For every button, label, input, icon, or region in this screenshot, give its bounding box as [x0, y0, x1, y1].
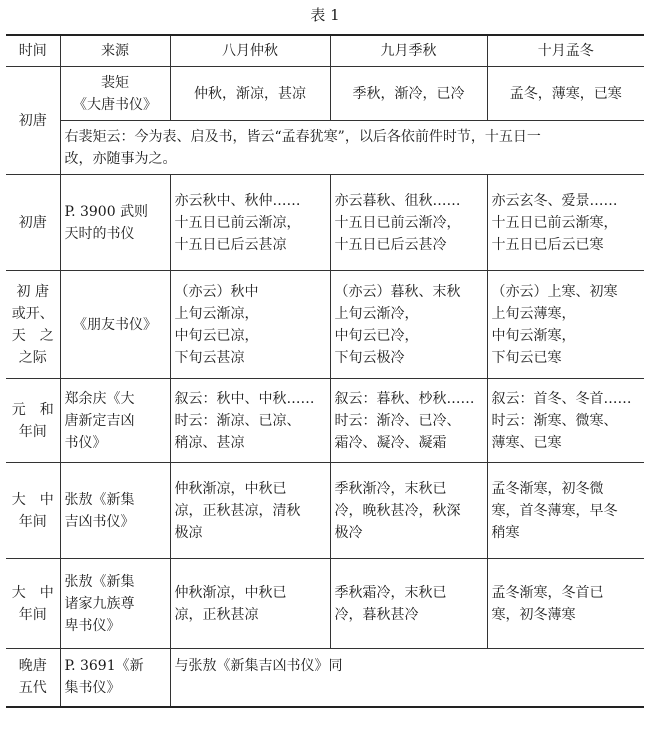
time-line: 五代: [18, 680, 47, 697]
oct-cell: [487, 379, 644, 463]
merged-cell: 与张敖《新集吉凶书仪》同: [170, 649, 644, 707]
cell-line: 下旬云极冷: [334, 349, 405, 366]
time-line: 或开、: [11, 305, 54, 322]
sep-cell: [330, 559, 487, 649]
source-line: 郑余庆《大: [64, 390, 135, 407]
source-cell: [60, 649, 170, 707]
aug-cell: [170, 559, 330, 649]
cell-line: 中旬云已凉，: [174, 327, 259, 344]
header-oct: 十月孟冬: [487, 35, 644, 67]
source-line: 卑书仪》: [64, 617, 121, 634]
cell-line: 上旬云渐冷，: [334, 305, 419, 322]
cell-line: 时云：渐冷、已冷、: [334, 412, 461, 429]
cell-line: 十五日已后云已寒: [491, 236, 604, 253]
aug-cell: [170, 463, 330, 559]
data-table: [6, 34, 644, 708]
cell-line: 亦云暮秋、徂秋……: [334, 192, 461, 209]
source-cell: [60, 379, 170, 463]
header-row: [6, 35, 644, 67]
source-line: 书仪》: [64, 434, 107, 451]
sep-cell: 季秋，渐冷，已冷: [330, 67, 487, 121]
cell-line: 中旬云渐寒，: [491, 327, 576, 344]
header-sep: 九月季秋: [330, 35, 487, 67]
table-row: [6, 271, 644, 379]
time-cell: [6, 379, 60, 463]
cell-line: （亦云）暮秋、末秋: [334, 283, 461, 300]
source-cell: [60, 175, 170, 271]
cell-line: 孟冬渐寒，冬首已: [491, 584, 604, 601]
cell-line: 凉，正秋甚凉: [174, 606, 259, 623]
source-line: 天时的书仪: [64, 225, 135, 242]
time-line: 晚唐: [18, 658, 47, 675]
sep-cell: [330, 379, 487, 463]
time-line: 天 之: [11, 327, 54, 344]
source-line: P. 3691《新: [64, 658, 144, 675]
cell-line: 寒，初冬薄寒: [491, 606, 576, 623]
cell-line: 中旬云已冷，: [334, 327, 419, 344]
source-cell: [60, 463, 170, 559]
time-line: 初 唐: [16, 283, 49, 300]
table-row: [6, 67, 644, 121]
source-cell: 《朋友书仪》: [60, 271, 170, 379]
table-caption: 表 1: [310, 6, 340, 24]
cell-line: 十五日已前云渐冷，: [334, 214, 461, 231]
header-aug: 八月仲秋: [170, 35, 330, 67]
cell-line: 十五日已前云渐寒，: [491, 214, 618, 231]
cell-line: 上旬云渐凉，: [174, 305, 259, 322]
source-line: 唐新定吉凶: [64, 412, 135, 429]
cell-line: 十五日已后云甚凉: [174, 236, 287, 253]
note-line: 改，亦随事为之。: [64, 150, 177, 167]
cell-line: （亦云）上寒、初寒: [491, 283, 618, 300]
aug-cell: 仲秋，渐凉，甚凉: [170, 67, 330, 121]
source-cell: [60, 559, 170, 649]
sep-cell: [330, 175, 487, 271]
aug-cell: [170, 379, 330, 463]
time-line: 年间: [18, 606, 47, 623]
time-cell: [6, 463, 60, 559]
source-line: 裴矩: [101, 74, 129, 91]
oct-cell: [487, 559, 644, 649]
cell-line: 仲秋渐凉，中秋已: [174, 584, 287, 601]
time-cell: 初唐: [6, 67, 60, 175]
cell-line: 上旬云薄寒，: [491, 305, 576, 322]
table-row: [6, 649, 644, 707]
aug-cell: [170, 175, 330, 271]
cell-line: 叙云：暮秋、杪秋……: [334, 390, 475, 407]
source-line: 张敖《新集: [64, 491, 135, 508]
time-cell: [6, 649, 60, 707]
table-row: [6, 559, 644, 649]
time-line: 大 中: [11, 491, 54, 508]
cell-line: （亦云）秋中: [174, 283, 259, 300]
cell-line: 亦云玄冬、爱景……: [491, 192, 618, 209]
time-line: 元 和: [11, 401, 54, 418]
cell-line: 冷，暮秋甚冷: [334, 606, 419, 623]
cell-line: 时云：渐凉、已凉、: [174, 412, 301, 429]
oct-cell: 孟冬，薄寒，已寒: [487, 67, 644, 121]
cell-line: 亦云秋中、秋仲……: [174, 192, 301, 209]
cell-line: 季秋霜冷，末秋已: [334, 584, 447, 601]
sep-cell: [330, 463, 487, 559]
cell-line: 叙云：首冬、冬首……: [491, 390, 632, 407]
time-cell: 初唐: [6, 175, 60, 271]
aug-cell: [170, 271, 330, 379]
oct-cell: [487, 463, 644, 559]
cell-line: 十五日已后云甚冷: [334, 236, 447, 253]
source-line: 诸家九族尊: [64, 595, 135, 612]
table-row-note: [6, 121, 644, 175]
cell-line: 孟冬渐寒，初冬微: [491, 480, 604, 497]
cell-line: 凉，正秋甚凉，清秋: [174, 502, 301, 519]
cell-line: 霜冷、凝冷、凝霜: [334, 434, 447, 451]
note-cell: [60, 121, 644, 175]
cell-line: 极冷: [334, 524, 363, 541]
header-source: 来源: [60, 35, 170, 67]
cell-line: 下旬云甚凉: [174, 349, 245, 366]
time-line: 年间: [18, 423, 47, 440]
cell-line: 时云：渐寒、微寒、: [491, 412, 618, 429]
cell-line: 叙云：秋中、中秋……: [174, 390, 315, 407]
table-row: [6, 463, 644, 559]
time-cell: [6, 559, 60, 649]
header-time: 时间: [6, 35, 60, 67]
cell-line: 季秋渐冷，末秋已: [334, 480, 447, 497]
oct-cell: [487, 271, 644, 379]
cell-line: 寒，首冬薄寒，早冬: [491, 502, 618, 519]
source-line: 《大唐书仪》: [73, 96, 157, 113]
cell-line: 极凉: [174, 524, 203, 541]
table-row: [6, 379, 644, 463]
sep-cell: [330, 271, 487, 379]
note-line: 右裴矩云：今为表、启及书，皆云“孟春犹寒”，以后各依前件时节，十五日一: [64, 128, 541, 145]
cell-line: 稍凉、甚凉: [174, 434, 245, 451]
cell-line: 下旬云已寒: [491, 349, 562, 366]
table-row: [6, 175, 644, 271]
cell-line: 稍寒: [491, 524, 520, 541]
cell-line: 冷，晚秋甚冷，秋深: [334, 502, 461, 519]
cell-line: 仲秋渐凉，中秋已: [174, 480, 287, 497]
source-line: 吉凶书仪》: [64, 513, 135, 530]
time-line: 年间: [18, 513, 47, 530]
cell-line: 十五日已前云渐凉，: [174, 214, 301, 231]
source-line: 集书仪》: [64, 680, 121, 697]
cell-line: 薄寒、已寒: [491, 434, 562, 451]
source-line: P. 3900 武则: [64, 203, 149, 220]
time-cell: [6, 271, 60, 379]
time-line: 大 中: [11, 584, 54, 601]
time-line: 之际: [18, 349, 47, 366]
source-cell: [60, 67, 170, 121]
source-line: 张敖《新集: [64, 573, 135, 590]
oct-cell: [487, 175, 644, 271]
